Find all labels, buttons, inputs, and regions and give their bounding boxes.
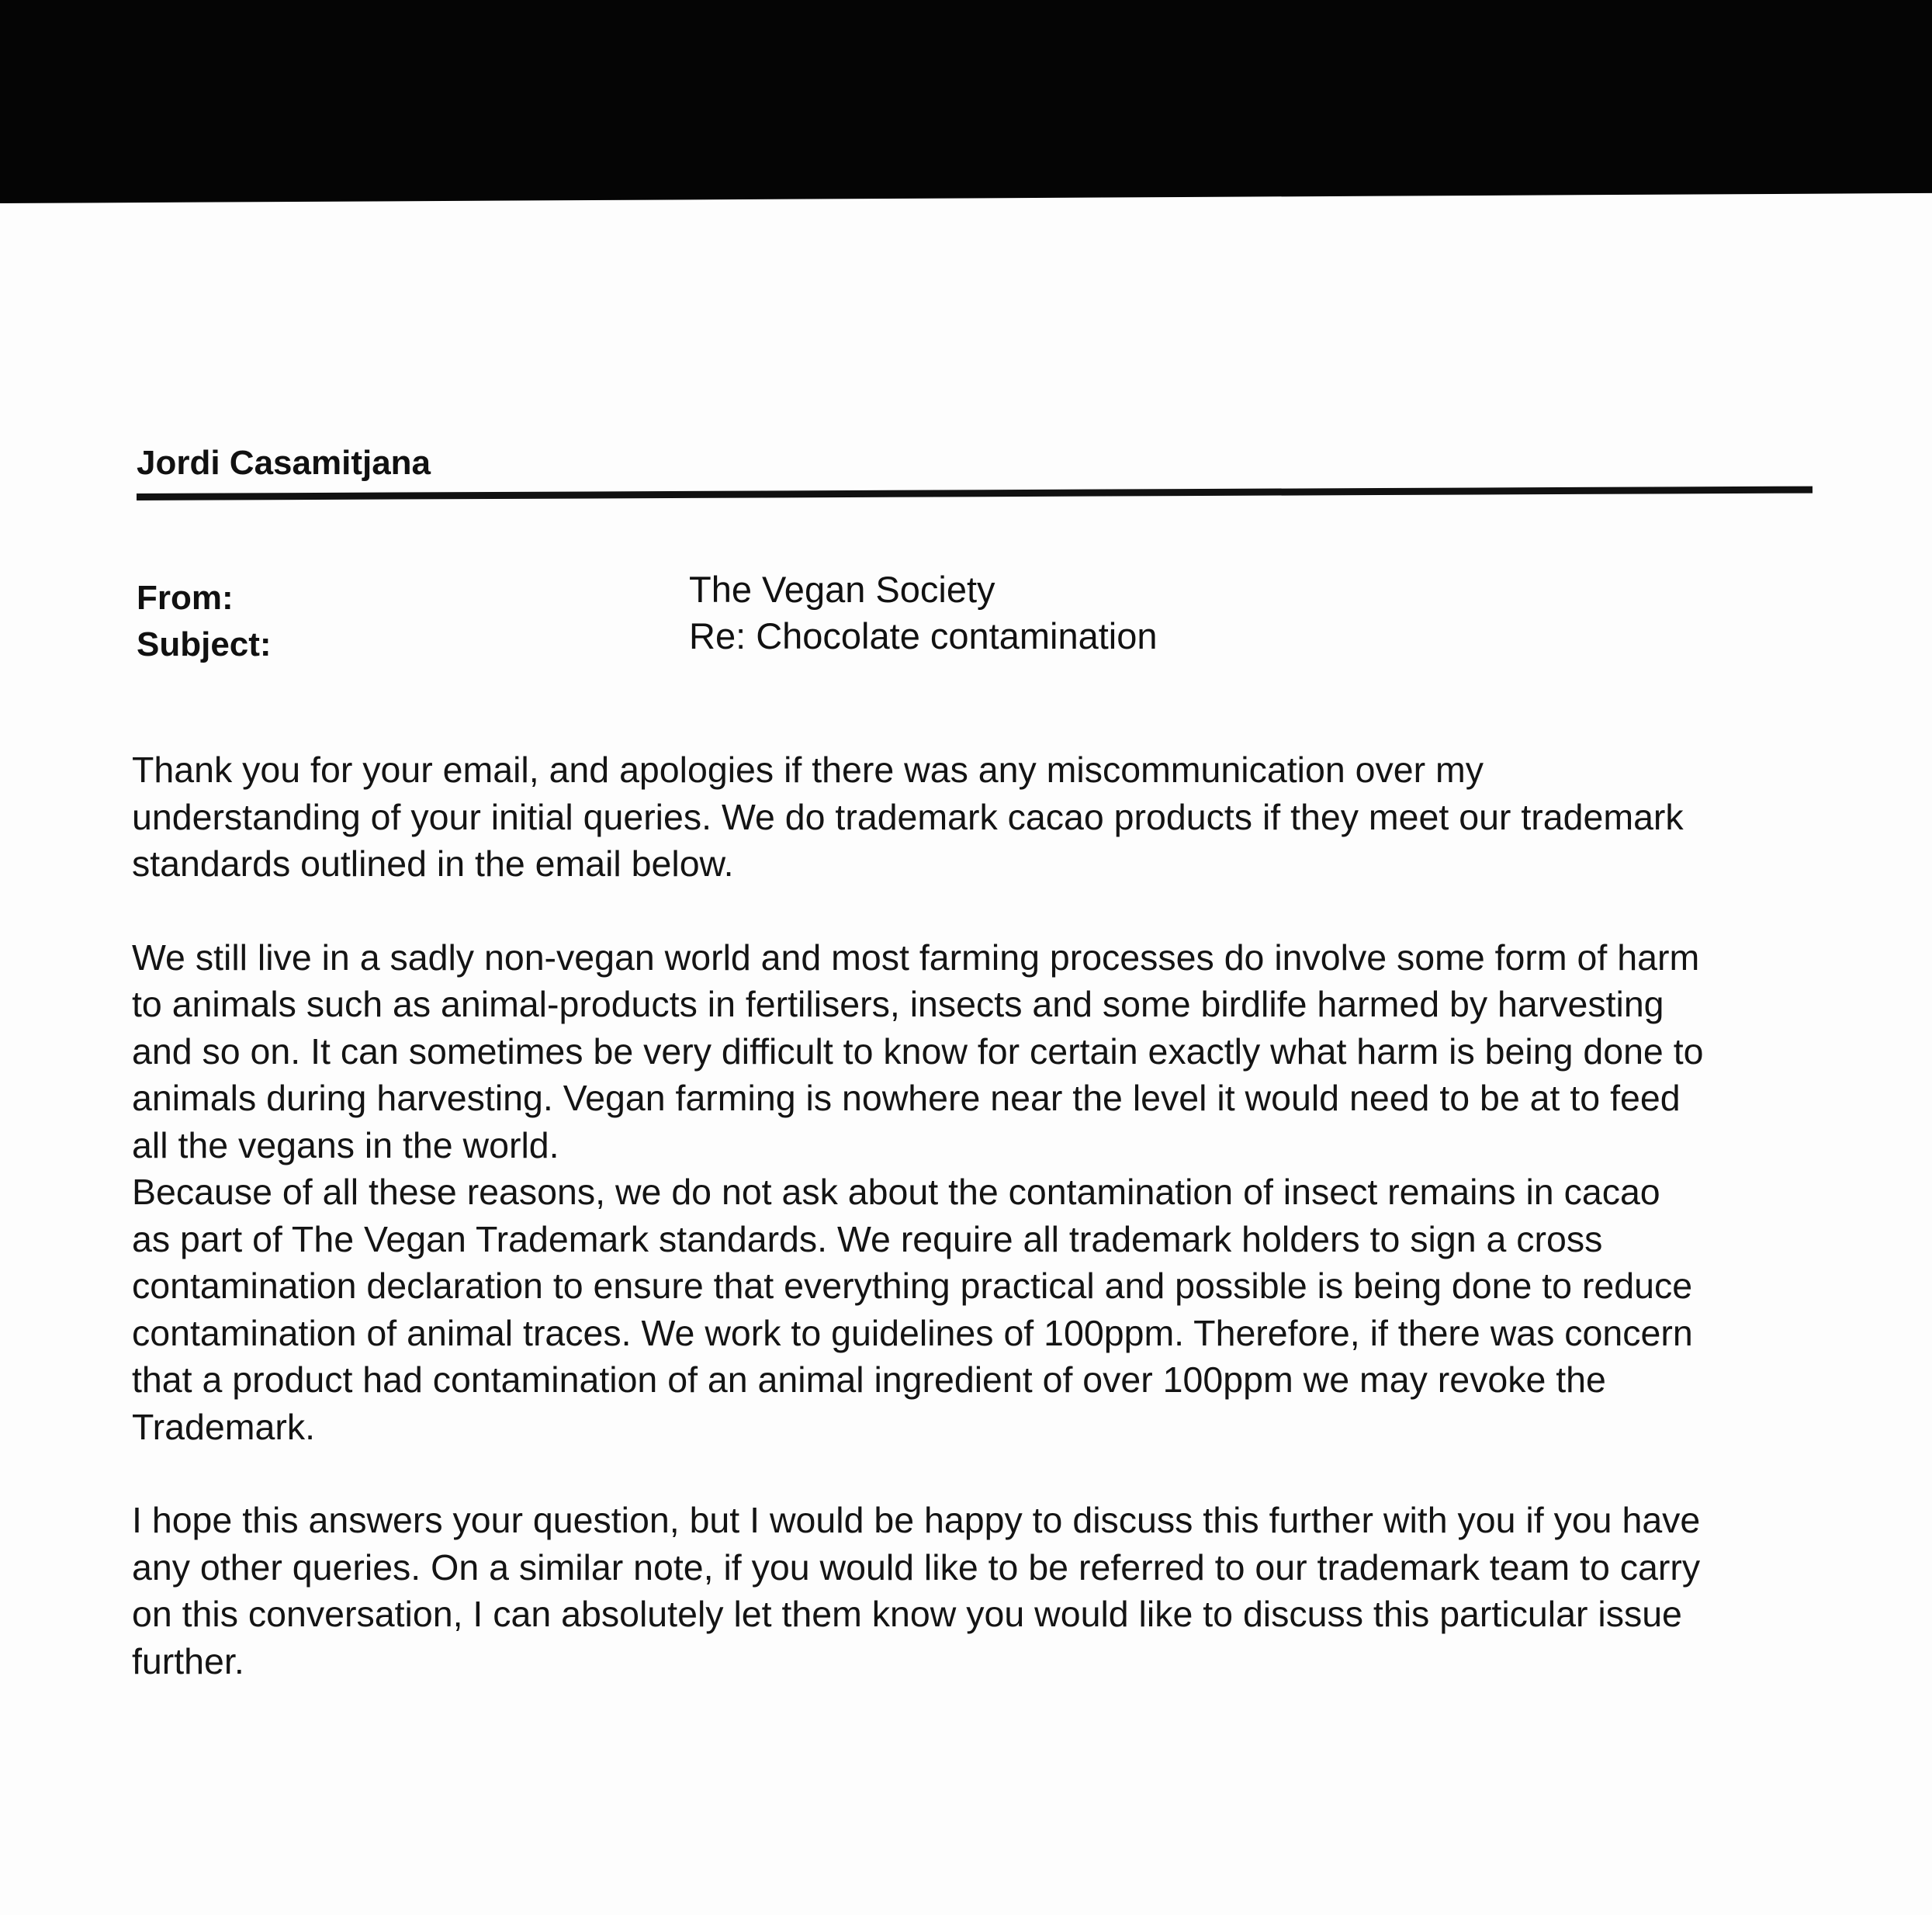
body-line: contamination of animal traces. We work to guidelines of 100ppm. Therefore, if there was concern: [132, 1312, 1693, 1353]
body-line: Trademark.: [132, 1406, 315, 1447]
from-label: From:: [137, 579, 234, 617]
body-line: animals during harvesting. Vegan farming is nowhere near the level it would need to be at to feed: [132, 1078, 1681, 1118]
from-row: [137, 568, 1813, 615]
body-line: that a product had contamination of an animal ingredient of over 100ppm we may revoke the: [132, 1359, 1606, 1400]
scan-dark-band: [0, 0, 1932, 203]
subject-value: Re: Chocolate contamination: [689, 615, 1158, 656]
body-line: standards outlined in the email below.: [132, 843, 734, 884]
sender-name: Jordi Casamitjana: [137, 444, 431, 482]
body-line: to animals such as animal-products in fertilisers, insects and some birdlife harmed by harvesting: [132, 984, 1664, 1024]
from-value: The Vegan Society: [689, 569, 995, 610]
body-line: any other queries. On a similar note, if you would like to be referred to our trademark team to carry: [132, 1546, 1701, 1588]
body-line: contamination declaration to ensure that everything practical and possible is being done to reduce: [132, 1266, 1693, 1306]
paragraph-farming: [132, 934, 1823, 1169]
email-header: [137, 568, 1813, 661]
body-line: and so on. It can sometimes be very difficult to know for certain exactly what harm is being done to: [132, 1030, 1704, 1072]
paragraph-thanks: [132, 746, 1823, 888]
paragraph-standards: [132, 1169, 1823, 1450]
body-line: as part of The Vegan Trademark standards. We require all trademark holders to sign a cross: [132, 1218, 1603, 1259]
body-line: on this conversation, I can absolutely let them know you would like to discuss this particular issue: [132, 1594, 1682, 1634]
body-line: We still live in a sadly non-vegan world and most farming processes do involve some form of harm: [132, 937, 1700, 978]
paragraph-gap: [132, 1450, 1823, 1497]
body-line: further.: [132, 1640, 244, 1681]
header-rule: [137, 487, 1813, 500]
email-body: [132, 746, 1823, 1685]
paragraph-closing: [132, 1497, 1823, 1685]
paragraph-gap: [132, 888, 1823, 934]
body-line: Thank you for your email, and apologies if there was any miscommunication over my: [132, 750, 1484, 790]
subject-row: [137, 615, 1813, 661]
body-line: I hope this answers your question, but I would be happy to discuss this further with you if you have: [132, 1500, 1701, 1540]
body-line: understanding of your initial queries. We do trademark cacao products if they meet our trademark: [132, 796, 1684, 837]
body-line: Because of all these reasons, we do not ask about the contamination of insect remains in cacao: [132, 1172, 1660, 1212]
subject-label: Subject:: [137, 625, 272, 663]
body-line: all the vegans in the world.: [132, 1124, 559, 1165]
